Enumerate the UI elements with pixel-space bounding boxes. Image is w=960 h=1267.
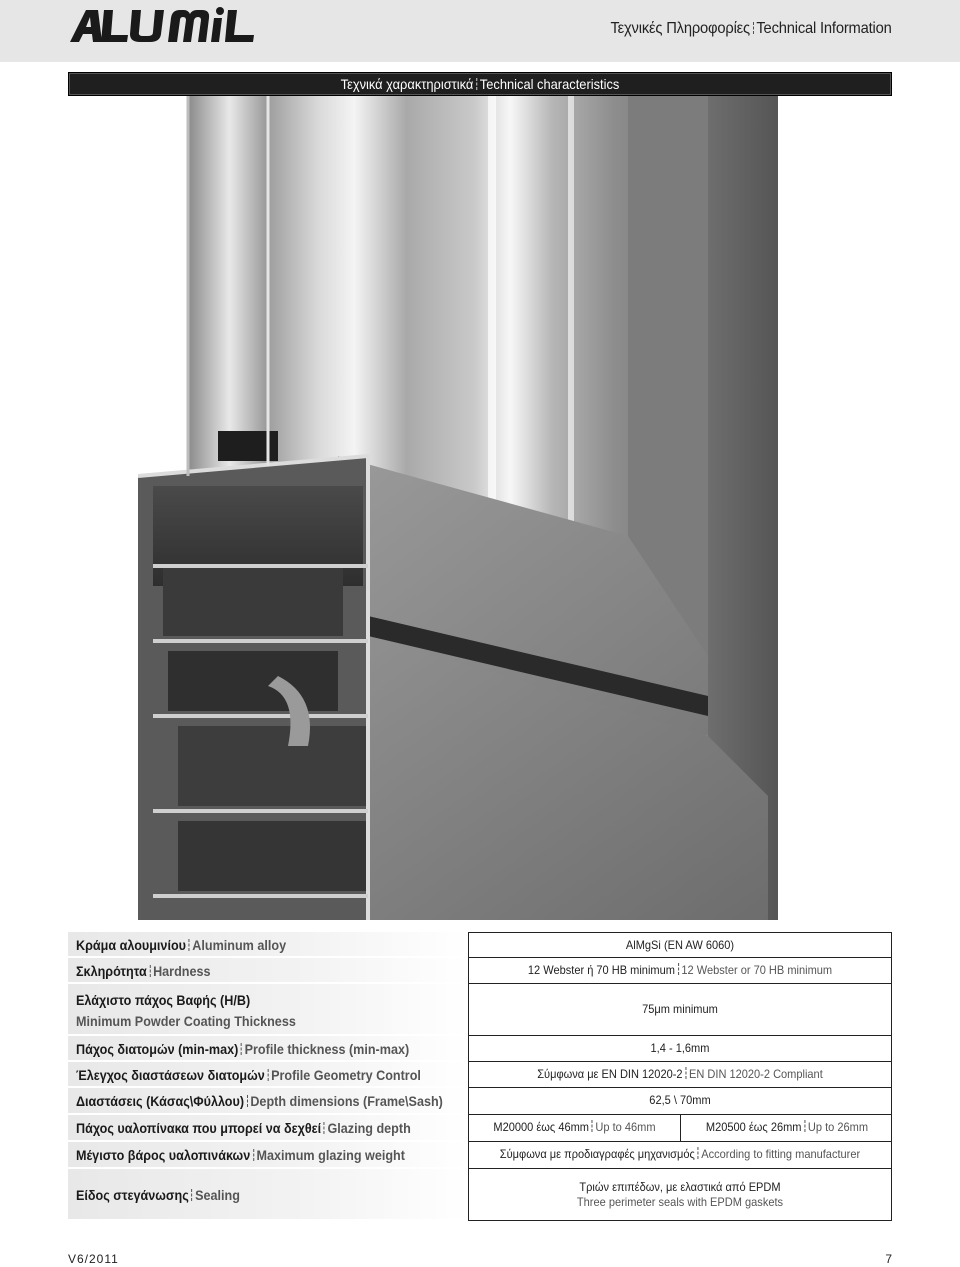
separator bbox=[753, 22, 754, 34]
spec-row bbox=[68, 1115, 892, 1142]
spec-label: Κράμα αλουμινίου Aluminum alloy bbox=[68, 932, 468, 958]
spec-label: Ελάχιστο πάχος Βαφής (H/B) Minimum Powder Coating Thickness bbox=[68, 984, 468, 1036]
page-number: 7 bbox=[885, 1252, 892, 1266]
spec-row bbox=[68, 932, 892, 958]
spec-value: 62,5 \ 70mm bbox=[468, 1088, 892, 1115]
spec-label: Πάχος διατομών (min-max) Profile thickness (min-max) bbox=[68, 1036, 468, 1062]
header-title bbox=[611, 20, 892, 38]
spec-value: Σύμφωνα με EN DIN 12020-2 EN DIN 12020-2 Compliant bbox=[468, 1062, 892, 1088]
spec-row bbox=[68, 1036, 892, 1062]
spec-row bbox=[68, 1088, 892, 1115]
spec-value bbox=[468, 1115, 892, 1142]
spec-value: Τριών επιπέδων, με ελαστικά από EPDM Three perimeter seals with EPDM gaskets bbox=[468, 1169, 892, 1221]
section-title-bar bbox=[68, 72, 892, 96]
spec-row bbox=[68, 984, 892, 1036]
spec-row bbox=[68, 1062, 892, 1088]
spec-label: Σκληρότητα Hardness bbox=[68, 958, 468, 984]
profile-cross-section-image bbox=[68, 96, 892, 920]
spec-value-b: M20500 έως 26mm Up to 26mm bbox=[705, 1120, 869, 1134]
spec-row bbox=[68, 1169, 892, 1221]
spec-label: Είδος στεγάνωσης Sealing bbox=[68, 1169, 468, 1221]
spec-value: AlMgSi (EN AW 6060) bbox=[468, 932, 892, 958]
header-title-gr: Τεχνικές Πληροφορίες bbox=[610, 20, 751, 37]
spec-label: Διαστάσεις (Κάσας\Φύλλου) Depth dimensions (Frame\Sash) bbox=[68, 1088, 468, 1115]
section-title bbox=[102, 76, 858, 92]
spec-value: 75μm minimum bbox=[468, 984, 892, 1036]
spec-value: 12 Webster ή 70 HB minimum 12 Webster or 70 HB minimum bbox=[468, 958, 892, 984]
alumil-logo bbox=[68, 4, 260, 48]
window-profile-illustration bbox=[68, 96, 892, 920]
spec-value: Σύμφωνα με προδιαγραφές μηχανισμός According to fitting manufacturer bbox=[468, 1142, 892, 1169]
page-header bbox=[0, 0, 960, 62]
section-title-gr: Τεχνικά χαρακτηριστικά bbox=[340, 76, 474, 92]
spec-value-a: M20000 έως 46mm Up to 46mm bbox=[469, 1115, 681, 1141]
spec-value: 1,4 - 1,6mm bbox=[468, 1036, 892, 1062]
spec-label: Έλεγχος διαστάσεων διατομών Profile Geometry Control bbox=[68, 1062, 468, 1088]
spec-row bbox=[68, 1142, 892, 1169]
spec-label: Μέγιστο βάρος υαλοπινάκων Maximum glazing weight bbox=[68, 1142, 468, 1169]
document-version: V6/2011 bbox=[68, 1252, 119, 1266]
separator bbox=[476, 78, 477, 90]
section-title-en: Technical characteristics bbox=[479, 76, 620, 92]
spec-label: Πάχος υαλοπίνακα που μπορεί να δεχθεί Glazing depth bbox=[68, 1115, 468, 1142]
spec-row bbox=[68, 958, 892, 984]
header-title-en: Technical Information bbox=[756, 20, 892, 37]
